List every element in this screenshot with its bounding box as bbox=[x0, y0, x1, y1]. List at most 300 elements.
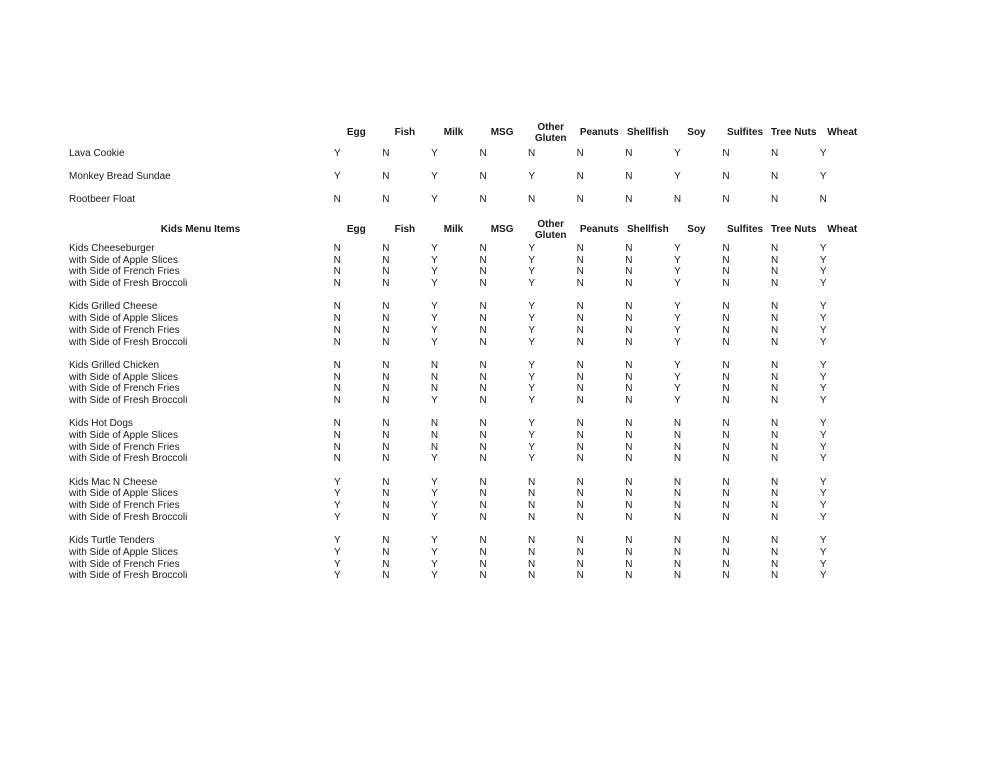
allergen-value-cell bbox=[478, 396, 527, 406]
allergen-value-cell bbox=[332, 338, 381, 348]
table-row bbox=[69, 570, 869, 582]
allergen-value: N bbox=[479, 488, 487, 500]
column-header: Milk bbox=[443, 224, 464, 236]
allergen-value: N bbox=[382, 511, 390, 523]
allergen-value: Y bbox=[674, 254, 681, 266]
allergen-value-cell bbox=[721, 302, 770, 312]
allergen-value: N bbox=[382, 147, 390, 159]
menu-item-label: with Side of Fresh Broccoli bbox=[69, 336, 188, 348]
allergen-value-cell bbox=[429, 384, 478, 394]
table-row bbox=[69, 325, 869, 337]
allergen-value-cell bbox=[769, 396, 818, 406]
allergen-value-cell bbox=[526, 419, 575, 429]
allergen-value-cell bbox=[818, 384, 867, 394]
allergen-value-cell bbox=[381, 361, 430, 371]
allergen-value: N bbox=[576, 278, 584, 290]
allergen-value: N bbox=[576, 418, 584, 430]
allergen-value-cell bbox=[575, 384, 624, 394]
allergen-value: N bbox=[771, 535, 779, 547]
allergen-value: N bbox=[576, 511, 584, 523]
allergen-value: N bbox=[382, 558, 390, 570]
allergen-value-cell bbox=[332, 384, 381, 394]
allergen-value-cell bbox=[429, 279, 478, 289]
allergen-value: N bbox=[382, 170, 390, 182]
allergen-value-cell bbox=[478, 431, 527, 441]
allergen-value-cell bbox=[769, 244, 818, 254]
allergen-value-cell bbox=[624, 326, 673, 336]
allergen-value: N bbox=[771, 170, 779, 182]
allergen-value-cell bbox=[478, 478, 527, 488]
table-row bbox=[69, 193, 869, 216]
allergen-value: N bbox=[479, 243, 487, 255]
allergen-value: N bbox=[333, 359, 341, 371]
section-title: Kids Menu Items bbox=[160, 224, 241, 236]
allergen-value: N bbox=[673, 430, 682, 442]
allergen-value-cell bbox=[478, 560, 527, 570]
allergen-value-cell bbox=[624, 244, 673, 254]
allergen-value-cell bbox=[769, 373, 818, 383]
allergen-value-cell bbox=[769, 361, 818, 371]
allergen-value: N bbox=[479, 558, 487, 570]
table-row bbox=[69, 418, 869, 430]
allergen-value: Y bbox=[819, 383, 827, 395]
allergen-value: N bbox=[576, 546, 584, 558]
allergen-value-cell bbox=[575, 373, 624, 383]
allergen-value: N bbox=[722, 383, 730, 395]
allergen-value-cell bbox=[672, 548, 721, 558]
allergen-value-cell bbox=[672, 338, 721, 348]
allergen-value: Y bbox=[819, 476, 827, 488]
allergen-value-cell bbox=[769, 419, 818, 429]
allergen-value-cell bbox=[526, 149, 575, 159]
allergen-value: N bbox=[528, 535, 536, 547]
allergen-value: N bbox=[625, 324, 633, 336]
allergen-value-cell bbox=[526, 314, 575, 324]
allergen-value: N bbox=[576, 535, 584, 547]
allergen-value-cell bbox=[429, 338, 478, 348]
allergen-value: N bbox=[625, 488, 633, 500]
allergen-value-cell bbox=[575, 302, 624, 312]
allergen-value-cell bbox=[429, 267, 478, 277]
table-row bbox=[69, 360, 869, 372]
allergen-value: N bbox=[333, 383, 341, 395]
allergen-value: N bbox=[576, 194, 584, 206]
allergen-value: Y bbox=[431, 336, 438, 348]
allergen-value: Y bbox=[819, 170, 827, 182]
allergen-value: N bbox=[625, 194, 633, 206]
allergen-value: Y bbox=[819, 266, 827, 278]
allergen-value: N bbox=[333, 194, 341, 206]
allergen-value-cell bbox=[526, 326, 575, 336]
allergen-value-cell bbox=[721, 419, 770, 429]
allergen-value: Y bbox=[431, 488, 438, 500]
allergen-value: N bbox=[382, 359, 390, 371]
allergen-value-cell bbox=[429, 195, 478, 205]
allergen-value: Y bbox=[674, 313, 681, 325]
allergen-value: N bbox=[625, 278, 633, 290]
allergen-value-cell bbox=[332, 431, 381, 441]
allergen-value: Y bbox=[819, 336, 827, 348]
allergen-value-cell bbox=[721, 361, 770, 371]
allergen-value: N bbox=[625, 359, 633, 371]
allergen-value-cell bbox=[478, 326, 527, 336]
allergen-value: Y bbox=[819, 500, 827, 512]
table-row bbox=[69, 489, 869, 501]
allergen-value: Y bbox=[819, 570, 827, 582]
column-header: Egg bbox=[346, 127, 366, 139]
allergen-value-cell bbox=[332, 501, 381, 511]
allergen-value: N bbox=[722, 535, 730, 547]
allergen-value-cell bbox=[526, 267, 575, 277]
allergen-value: N bbox=[625, 301, 633, 313]
allergen-value: N bbox=[333, 324, 341, 336]
allergen-value: N bbox=[722, 313, 730, 325]
allergen-value-cell bbox=[818, 489, 867, 499]
allergen-value: N bbox=[479, 476, 487, 488]
allergen-value-cell bbox=[526, 396, 575, 406]
allergen-value: Y bbox=[819, 313, 827, 325]
allergen-value: N bbox=[722, 371, 730, 383]
allergen-value: N bbox=[673, 194, 682, 206]
table-row bbox=[69, 547, 869, 559]
allergen-value: N bbox=[430, 418, 439, 430]
allergen-value: N bbox=[479, 570, 487, 582]
allergen-value: N bbox=[382, 266, 390, 278]
allergen-value-cell bbox=[624, 419, 673, 429]
allergen-value: N bbox=[771, 453, 779, 465]
allergen-value-cell bbox=[769, 489, 818, 499]
allergen-value-cell bbox=[575, 513, 624, 523]
allergen-value: N bbox=[673, 511, 682, 523]
allergen-value: Y bbox=[674, 147, 681, 159]
allergen-value-cell bbox=[381, 560, 430, 570]
allergen-value: N bbox=[625, 371, 633, 383]
allergen-value-cell bbox=[526, 361, 575, 371]
table-row bbox=[69, 395, 869, 407]
table-row bbox=[69, 512, 869, 524]
allergen-value-cell bbox=[526, 513, 575, 523]
allergen-value-cell bbox=[381, 172, 430, 182]
allergen-value: Y bbox=[674, 266, 681, 278]
allergen-value: N bbox=[479, 500, 487, 512]
allergen-value-cell bbox=[672, 361, 721, 371]
allergen-value: N bbox=[722, 570, 730, 582]
allergen-value-cell bbox=[769, 443, 818, 453]
allergen-value-cell bbox=[575, 489, 624, 499]
menu-item-label: Monkey Bread Sundae bbox=[69, 170, 171, 182]
allergen-value-cell bbox=[721, 244, 770, 254]
allergen-value: N bbox=[771, 476, 779, 488]
allergen-value-cell bbox=[526, 256, 575, 266]
allergen-value: Y bbox=[333, 511, 341, 523]
allergen-value-cell bbox=[381, 326, 430, 336]
allergen-value-cell bbox=[478, 172, 527, 182]
allergen-value: Y bbox=[431, 278, 438, 290]
allergen-value: N bbox=[722, 194, 730, 206]
allergen-value-cell bbox=[332, 478, 381, 488]
allergen-value: Y bbox=[431, 194, 438, 206]
allergen-value: N bbox=[771, 194, 779, 206]
allergen-value: N bbox=[722, 453, 730, 465]
allergen-value: N bbox=[625, 394, 633, 406]
allergen-value: N bbox=[479, 301, 487, 313]
allergen-value-cell bbox=[478, 279, 527, 289]
allergen-value-cell bbox=[332, 454, 381, 464]
allergen-value: N bbox=[333, 313, 341, 325]
menu-item-label: with Side of Apple Slices bbox=[69, 430, 178, 442]
allergen-value-cell bbox=[478, 419, 527, 429]
allergen-value-cell bbox=[818, 172, 867, 182]
allergen-value-cell bbox=[769, 149, 818, 159]
allergen-value: N bbox=[479, 535, 487, 547]
menu-item-label: with Side of Fresh Broccoli bbox=[69, 453, 188, 465]
allergen-value-cell bbox=[818, 501, 867, 511]
allergen-value: N bbox=[479, 254, 487, 266]
allergen-value: Y bbox=[674, 170, 681, 182]
allergen-value: N bbox=[625, 313, 633, 325]
allergen-value-cell bbox=[769, 454, 818, 464]
allergen-value: Y bbox=[333, 558, 341, 570]
allergen-value-cell bbox=[526, 501, 575, 511]
table-row bbox=[69, 146, 869, 169]
allergen-value: N bbox=[576, 324, 584, 336]
allergen-value-cell bbox=[381, 419, 430, 429]
allergen-value-cell bbox=[332, 149, 381, 159]
allergen-value-cell bbox=[575, 478, 624, 488]
allergen-value: N bbox=[625, 570, 633, 582]
allergen-value: N bbox=[479, 383, 487, 395]
allergen-value-cell bbox=[818, 431, 867, 441]
allergen-value: Y bbox=[819, 371, 827, 383]
allergen-value-cell bbox=[575, 338, 624, 348]
allergen-value: N bbox=[576, 243, 584, 255]
allergen-value: N bbox=[722, 254, 730, 266]
allergen-value-cell bbox=[478, 513, 527, 523]
allergen-value: N bbox=[576, 500, 584, 512]
allergen-value: N bbox=[771, 254, 779, 266]
allergen-value: Y bbox=[819, 394, 827, 406]
allergen-value-cell bbox=[332, 548, 381, 558]
allergen-value-cell bbox=[769, 279, 818, 289]
allergen-value: Y bbox=[819, 418, 827, 430]
allergen-value-cell bbox=[381, 513, 430, 523]
column-header: Peanuts bbox=[579, 127, 619, 139]
allergen-value-cell bbox=[332, 443, 381, 453]
allergen-value: N bbox=[722, 170, 730, 182]
allergen-value-cell bbox=[769, 548, 818, 558]
allergen-value: Y bbox=[819, 441, 827, 453]
allergen-value: N bbox=[673, 476, 682, 488]
allergen-value: Y bbox=[528, 254, 535, 266]
allergen-value: N bbox=[576, 453, 584, 465]
allergen-value: N bbox=[771, 500, 779, 512]
allergen-value: N bbox=[673, 453, 682, 465]
row-spacer bbox=[69, 407, 869, 419]
allergen-value: N bbox=[576, 371, 584, 383]
allergen-value-cell bbox=[818, 443, 867, 453]
allergen-value-cell bbox=[818, 478, 867, 488]
column-header: MSG bbox=[490, 224, 514, 236]
allergen-value-cell bbox=[769, 571, 818, 581]
allergen-value-cell bbox=[332, 571, 381, 581]
allergen-value-cell bbox=[381, 244, 430, 254]
allergen-value-cell bbox=[526, 195, 575, 205]
allergen-value-cell bbox=[769, 267, 818, 277]
allergen-value: N bbox=[771, 313, 779, 325]
allergen-value: N bbox=[382, 418, 390, 430]
allergen-value-cell bbox=[769, 431, 818, 441]
allergen-value-cell bbox=[624, 267, 673, 277]
allergen-value: N bbox=[771, 418, 779, 430]
allergen-value: N bbox=[382, 441, 390, 453]
allergen-value: N bbox=[771, 336, 779, 348]
allergen-value: N bbox=[771, 558, 779, 570]
allergen-value-cell bbox=[381, 149, 430, 159]
menu-item-label: Kids Grilled Cheese bbox=[69, 301, 158, 313]
allergen-value-cell bbox=[332, 302, 381, 312]
allergen-value: N bbox=[333, 278, 341, 290]
allergen-value-cell bbox=[624, 513, 673, 523]
allergen-value: Y bbox=[431, 313, 438, 325]
allergen-value: N bbox=[625, 170, 633, 182]
column-header: MSG bbox=[490, 127, 514, 139]
column-header: Egg bbox=[346, 224, 366, 236]
allergen-value-cell bbox=[526, 279, 575, 289]
allergen-value: Y bbox=[431, 170, 438, 182]
allergen-value: N bbox=[528, 558, 536, 570]
allergen-value-cell bbox=[672, 571, 721, 581]
allergen-value: N bbox=[333, 266, 341, 278]
table-row bbox=[69, 243, 869, 255]
allergen-value-cell bbox=[624, 431, 673, 441]
allergen-value-cell bbox=[624, 501, 673, 511]
allergen-value: N bbox=[722, 324, 730, 336]
allergen-value-cell bbox=[332, 244, 381, 254]
allergen-value: N bbox=[771, 301, 779, 313]
allergen-value: N bbox=[625, 383, 633, 395]
allergen-value: N bbox=[771, 359, 779, 371]
allergen-value-cell bbox=[672, 384, 721, 394]
allergen-value-cell bbox=[429, 478, 478, 488]
allergen-value-cell bbox=[624, 571, 673, 581]
allergen-value-cell bbox=[624, 489, 673, 499]
allergen-value: N bbox=[382, 324, 390, 336]
allergen-value: N bbox=[625, 535, 633, 547]
allergen-value: N bbox=[673, 546, 682, 558]
allergen-value: N bbox=[479, 430, 487, 442]
allergen-value: N bbox=[430, 441, 439, 453]
allergen-value: N bbox=[625, 500, 633, 512]
table-row bbox=[69, 454, 869, 466]
allergen-value: N bbox=[479, 313, 487, 325]
allergen-value-cell bbox=[769, 560, 818, 570]
allergen-value-cell bbox=[526, 478, 575, 488]
table-row bbox=[69, 337, 869, 349]
allergen-value: N bbox=[333, 371, 341, 383]
column-header: Shellfish bbox=[627, 224, 669, 236]
allergen-value-cell bbox=[381, 443, 430, 453]
allergen-value: Y bbox=[333, 170, 341, 182]
allergen-value: N bbox=[382, 430, 390, 442]
table-row bbox=[69, 477, 869, 489]
allergen-value-cell bbox=[624, 548, 673, 558]
allergen-value-cell bbox=[672, 172, 721, 182]
allergen-value: Y bbox=[528, 441, 535, 453]
allergen-value-cell bbox=[721, 431, 770, 441]
allergen-value: N bbox=[576, 336, 584, 348]
allergen-value: Y bbox=[674, 324, 681, 336]
allergen-value: Y bbox=[528, 324, 535, 336]
allergen-value: N bbox=[771, 147, 779, 159]
menu-item-label: Kids Grilled Chicken bbox=[69, 359, 160, 371]
allergen-value: N bbox=[333, 301, 341, 313]
menu-item-label: with Side of French Fries bbox=[69, 441, 180, 453]
allergen-value-cell bbox=[429, 373, 478, 383]
allergen-value-cell bbox=[624, 172, 673, 182]
allergen-value: Y bbox=[819, 301, 827, 313]
allergen-value: Y bbox=[819, 243, 827, 255]
allergen-value: Y bbox=[819, 511, 827, 523]
allergen-value: Y bbox=[431, 147, 438, 159]
allergen-value-cell bbox=[672, 560, 721, 570]
table-row bbox=[69, 302, 869, 314]
allergen-value: N bbox=[528, 194, 536, 206]
allergen-value-cell bbox=[332, 361, 381, 371]
column-header: Tree Nuts bbox=[770, 127, 817, 139]
allergen-value-cell bbox=[429, 501, 478, 511]
allergen-value-cell bbox=[672, 302, 721, 312]
allergen-value: Y bbox=[528, 301, 535, 313]
table-row bbox=[69, 430, 869, 442]
row-spacer bbox=[69, 524, 869, 536]
allergen-value: Y bbox=[431, 500, 438, 512]
allergen-value-cell bbox=[429, 443, 478, 453]
allergen-value: N bbox=[479, 441, 487, 453]
allergen-value: Y bbox=[528, 430, 535, 442]
allergen-value: N bbox=[479, 194, 487, 206]
allergen-value-cell bbox=[818, 454, 867, 464]
allergen-value-cell bbox=[721, 548, 770, 558]
allergen-value-cell bbox=[381, 279, 430, 289]
allergen-value-cell bbox=[575, 443, 624, 453]
table-row bbox=[69, 278, 869, 290]
allergen-value: N bbox=[576, 301, 584, 313]
allergen-value-cell bbox=[575, 326, 624, 336]
allergen-value-cell bbox=[381, 302, 430, 312]
allergen-value: Y bbox=[674, 359, 681, 371]
allergen-value: N bbox=[528, 546, 536, 558]
menu-item-label: Kids Cheeseburger bbox=[69, 243, 155, 255]
allergen-value-cell bbox=[332, 513, 381, 523]
menu-item-label: with Side of Apple Slices bbox=[69, 254, 178, 266]
allergen-value-cell bbox=[575, 560, 624, 570]
allergen-value: Y bbox=[674, 383, 681, 395]
allergen-value-cell bbox=[624, 195, 673, 205]
allergen-value: Y bbox=[528, 383, 535, 395]
menu-item-label: with Side of Fresh Broccoli bbox=[69, 278, 188, 290]
column-header: Fish bbox=[394, 127, 416, 139]
allergen-value-cell bbox=[818, 419, 867, 429]
allergen-value-cell bbox=[818, 536, 867, 546]
allergen-value-cell bbox=[381, 256, 430, 266]
allergen-value: Y bbox=[528, 336, 535, 348]
allergen-value-cell bbox=[332, 256, 381, 266]
allergen-value: N bbox=[625, 147, 633, 159]
allergen-value-cell bbox=[381, 314, 430, 324]
allergen-value: N bbox=[771, 570, 779, 582]
allergen-value-cell bbox=[818, 396, 867, 406]
allergen-value: N bbox=[479, 418, 487, 430]
